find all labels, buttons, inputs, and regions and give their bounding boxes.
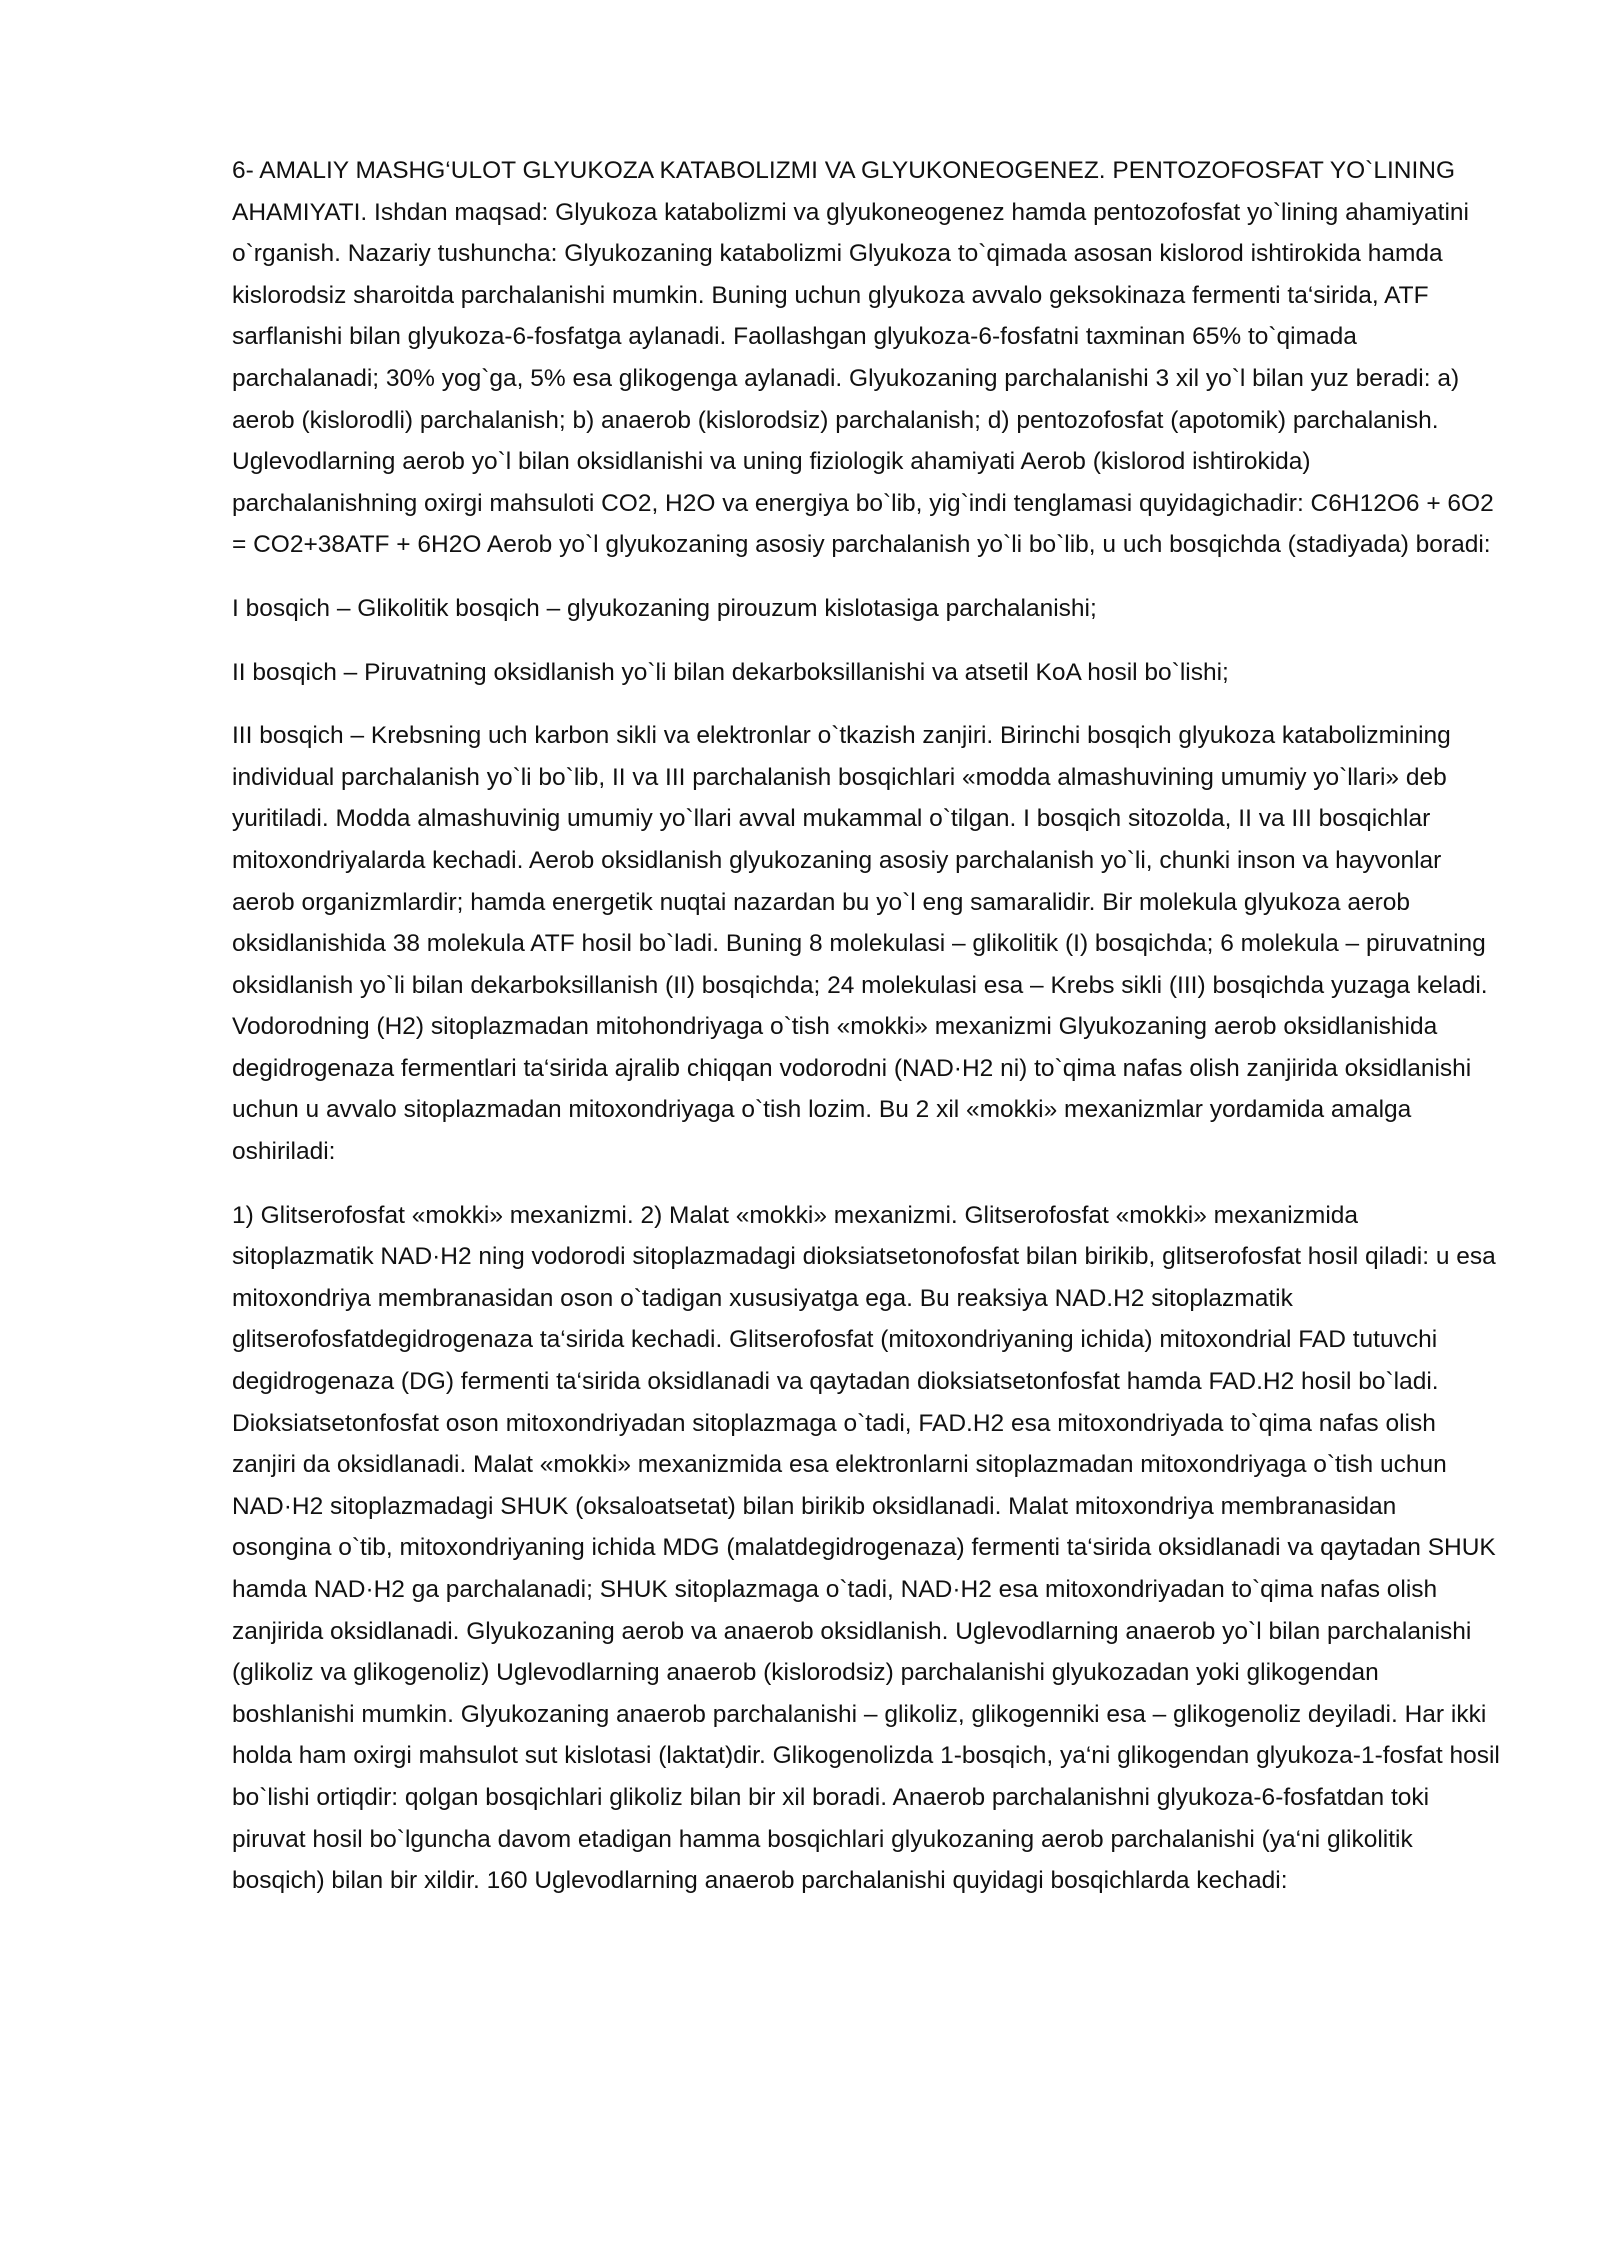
paragraph-shuttle-mechanisms: 1) Glitserofosfat «mokki» mexanizmi. 2) Malat «mokki» mexanizmi. Glitserofosfat «mokki» mexanizmida sitoplazmatik NAD·H2 ning vodorodi sitoplazmadagi dioksiatsetonofosfat bilan birikib, glitserofosfat hosil qiladi: u esa mitoxondriya membranasidan oson o`tadigan xususiyatga ega. Bu reaksiya NAD.H2 sitoplazmatik glitserofosfatdegidrogenaza ta‘sirida kechadi. Glitserofosfat (mitoxondriyaning ichida) mitoxondrial FAD tutuvchi degidrogenaza (DG) fermenti ta‘sirida oksidlanadi va qaytadan dioksiatsetonfosfat hamda FAD.H2 hosil bo`ladi. Dioksiatsetonfosfat oson mitoxondriyadan sitoplazmaga o`tadi, FAD.H2 esa mitoxondriyada to`qima nafas olish zanjiri da oksidlanadi. Malat «mokki» mexanizmida esa elektronlarni sitoplazmadan mitoxondriyaga o`tish uchun NAD·H2 sitoplazmadagi SHUK (oksaloatsetat) bilan birikib oksidlanadi. Malat mitoxondriya membranasidan osongina o`tib, mitoxondriyaning ichida MDG (malatdegidrogenaza) fermenti ta‘sirida oksidlanadi va qaytadan SHUK hamda NAD·H2 ga parchalanadi; SHUK sitoplazmaga o`tadi, NAD·H2 esa mitoxondriyadan to`qima nafas olish zanjirida oksidlanadi. Glyukozaning aerob va anaerob oksidlanish. Uglevodlarning anaerob yo`l bilan parchalanishi (glikoliz va glikogenoliz) Uglevodlarning anaerob (kislorodsiz) parchalanishi glyukozadan yoki glikogendan boshlanishi mumkin. Glyukozaning anaerob parchalanishi – glikoliz, glikogenniki esa – glikogenoliz deyiladi. Har ikki holda ham oxirgi mahsulot sut kislotasi (laktat)dir. Glikogenolizda 1-bosqich, ya‘ni glikogendan glyukoza-1-fosfat hosil bo`lishi ortiqdir: qolgan bosqichlari glikoliz bilan bir xil boradi. Anaerob parchalanishni glyukoza-6-fosfatdan toki piruvat hosil bo`lguncha davom etadigan hamma bosqichlari glyukozaning aerob parchalanishi (ya‘ni glikolitik bosqich) bilan bir xildir. 160 Uglevodlarning anaerob parchalanishi quyidagi bosqichlarda kechadi: xyxy=(232,1201,1500,1895)
paragraph-stage-2: II bosqich – Piruvatning oksidlanish yo`li bilan dekarboksillanishi va atsetil KoA hosil bo`lishi; xyxy=(232,658,1229,686)
paragraph-intro: 6- AMALIY MASHG‘ULOT GLYUKOZA KATABOLIZMI VA GLYUKONEOGENEZ. PENTOZOFOSFAT YO`LINING AHAMIYATI. Ishdan maqsad: Glyukoza katabolizmi va glyukoneogenez hamda pentozofosfat yo`lining ahamiyatini o`rganish. Nazariy tushuncha: Glyukozaning katabolizmi Glyukoza to`qimada asosan kislorod ishtirokida hamda kislorodsiz sharoitda parchalanishi mumkin. Buning uchun glyukoza avvalo geksokinaza fermenti ta‘sirida, ATF sarflanishi bilan glyukoza-6-fosfatga aylanadi. Faollashgan glyukoza-6-fosfatni taxminan 65% to`qimada parchalanadi; 30% yog`ga, 5% esa glikogenga aylanadi. Glyukozaning parchalanishi 3 xil yo`l bilan yuz beradi: a) aerob (kislorodli) parchalanish; b) anaerob (kislorodsiz) parchalanish; d) pentozofosfat (apotomik) parchalanish. Uglevodlarning aerob yo`l bilan oksidlanishi va uning fiziologik ahamiyati Aerob (kislorod ishtirokida) parchalanishning oxirgi mahsuloti CO2, H2O va energiya bo`lib, yig`indi tenglamasi quyidagichadir: C6H12O6 + 6O2 = CO2+38ATF + 6H2O Aerob yo`l glyukozaning asosiy parchalanish yo`li bo`lib, u uch bosqichda (stadiyada) boradi: xyxy=(232,157,1494,559)
paragraph-stage-3: III bosqich – Krebsning uch karbon sikli va elektronlar o`tkazish zanjiri. Birinchi bosqich glyukoza katabolizmining individual parchalanish yo`li bo`lib, II va III parchalanish bosqichlari «modda almashuvining umumiy yo`llari» deb yuritiladi. Modda almashuvinig umumiy yo`llari avval mukammal o`tilgan. I bosqich sitozolda, II va III bosqichlar mitoxondriyalarda kechadi. Aerob oksidlanish glyukozaning asosiy parchalanish yo`li, chunki inson va hayvonlar aerob organizmlardir; hamda energetik nuqtai nazardan bu yo`l eng samaralidir. Bir molekula glyukoza aerob oksidlanishida 38 molekula ATF hosil bo`ladi. Buning 8 molekulasi – glikolitik (I) bosqichda; 6 molekula – piruvatning oksidlanish yo`li bilan dekarboksillanish (II) bosqichda; 24 molekulasi esa – Krebs sikli (III) bosqichda yuzaga keladi. Vodorodning (H2) sitoplazmadan mitohondriyaga o`tish «mokki» mexanizmi Glyukozaning aerob oksidlanishida degidrogenaza fermentlari ta‘sirida ajralib chiqqan vodorodni (NAD·H2 ni) to`qima nafas olish zanjirida oksidlanishi uchun u avvalo sitoplazmadan mitoxondriyaga o`tish lozim. Bu 2 xil «mokki» mexanizmlar yordamida amalga oshiriladi: xyxy=(232,722,1488,1166)
document-body xyxy=(232,150,1502,1924)
paragraph-stage-1: I bosqich – Glikolitik bosqich – glyukozaning pirouzum kislotasiga parchalanishi; xyxy=(232,594,1097,622)
